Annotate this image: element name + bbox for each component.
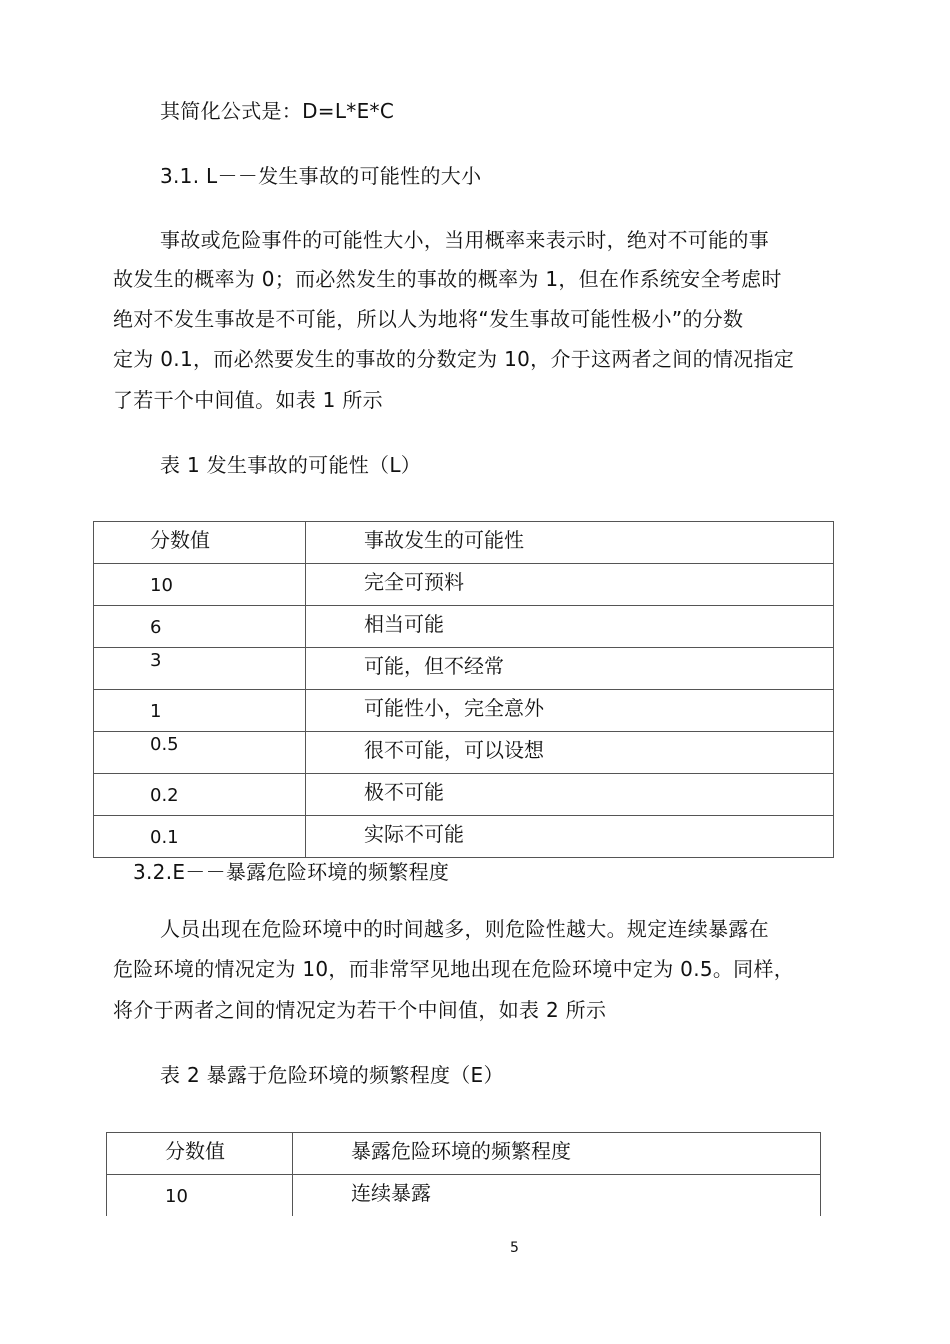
score-cell: 1 [94,690,306,732]
score-cell: 10 [94,564,306,606]
formula-line: 其简化公式是：D=L*E*C [160,99,395,123]
table-header-cell: 暴露危险环境的频繁程度 [293,1133,821,1175]
score-cell: 0.1 [94,816,306,858]
paragraph-line: 定为 0.1，而必然要发生的事故的分数定为 10，介于这两者之间的情况指定 [113,347,795,371]
section-heading-3-2: 3.2.E－－暴露危险环境的频繁程度 [133,860,450,884]
paragraph-line: 了若干个中间值。如表 1 所示 [113,388,383,412]
paragraph-line: 人员出现在危险环境中的时间越多，则危险性越大。规定连续暴露在 [160,917,769,941]
table-row [94,732,834,774]
page-number: 5 [510,1240,519,1256]
table-header-row [107,1133,821,1175]
table-row [94,564,834,606]
description-cell: 完全可预料 [306,564,834,606]
score-cell: 3 [94,648,306,690]
table-row [94,690,834,732]
score-cell: 6 [94,606,306,648]
description-cell: 很不可能，可以设想 [306,732,834,774]
score-cell: 10 [107,1175,293,1217]
table-header-cell: 分数值 [107,1133,293,1175]
table-header-row [94,522,834,564]
table-header-cell: 分数值 [94,522,306,564]
description-cell: 相当可能 [306,606,834,648]
description-cell: 可能性小，完全意外 [306,690,834,732]
description-cell: 极不可能 [306,774,834,816]
table-row [94,648,834,690]
table-2 [106,1132,821,1216]
table-row [107,1175,821,1217]
table-header-cell: 事故发生的可能性 [306,522,834,564]
paragraph-line: 事故或危险事件的可能性大小，当用概率来表示时，绝对不可能的事 [160,228,769,252]
table-1 [93,521,834,858]
score-cell: 0.5 [94,732,306,774]
paragraph-line: 将介于两者之间的情况定为若干个中间值，如表 2 所示 [113,998,607,1022]
paragraph-line: 绝对不发生事故是不可能，所以人为地将“发生事故可能性极小”的分数 [113,307,744,331]
table-row [94,816,834,858]
table-row [94,774,834,816]
score-cell: 0.2 [94,774,306,816]
description-cell: 可能，但不经常 [306,648,834,690]
table-2-caption: 表 2 暴露于危险环境的频繁程度（E） [160,1063,504,1087]
section-heading-3-1: 3.1. L－－发生事故的可能性的大小 [160,164,482,188]
paragraph-line: 危险环境的情况定为 10，而非常罕见地出现在危险环境中定为 0.5。同样， [113,957,795,981]
table-row [94,606,834,648]
table-1-caption: 表 1 发生事故的可能性（L） [160,453,422,477]
description-cell: 连续暴露 [293,1175,821,1217]
description-cell: 实际不可能 [306,816,834,858]
paragraph-line: 故发生的概率为 0；而必然发生的事故的概率为 1，但在作系统安全考虑时 [113,267,782,291]
